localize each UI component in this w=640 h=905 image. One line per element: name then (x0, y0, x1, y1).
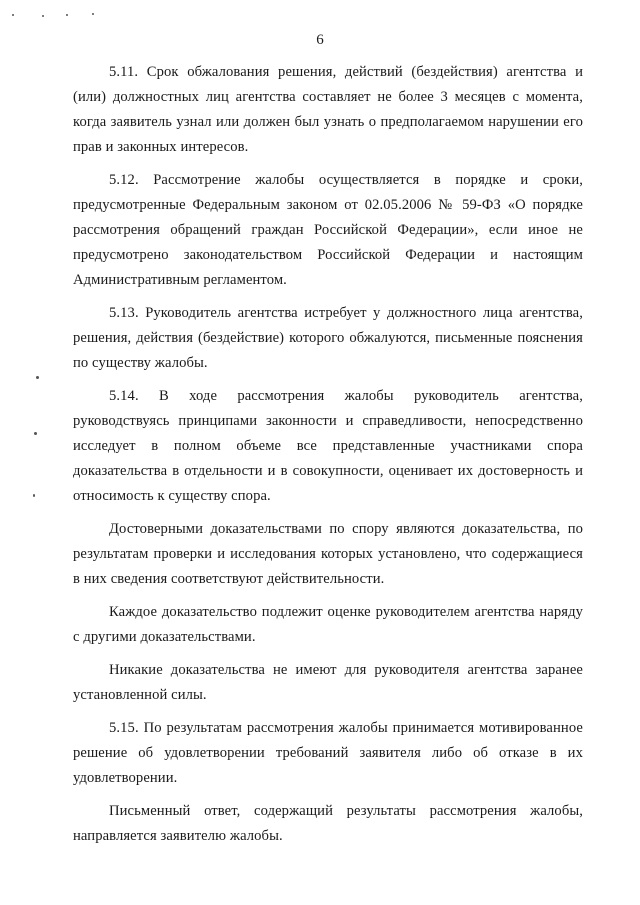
scan-dot (34, 432, 37, 435)
scan-dot (66, 14, 68, 16)
paragraph-reliable-evidence: Достоверными доказательствами по спору являются доказательства, по результатам проверки и исследования которых установлено, что содержащиеся в них сведения соответствуют действительности. (73, 521, 583, 587)
scan-dot (33, 494, 35, 497)
page-number: 6 (316, 32, 324, 48)
scan-dot (92, 13, 94, 15)
paragraph-evidence-evaluation: Каждое доказательство подлежит оценке руководителем агентства наряду с другими доказательствами. (73, 604, 583, 645)
paragraph-5-12: 5.12. Рассмотрение жалобы осуществляется в порядке и сроки, предусмотренные Федеральным законом от 02.05.2006 № 59-ФЗ «О порядке рассмотрения обращений граждан Российской Федерации», если иное не предусмотрено законодательством Российской Федерации и настоящим Административным регламентом. (73, 172, 583, 288)
paragraph-5-14: 5.14. В ходе рассмотрения жалобы руководитель агентства, руководствуясь принципами законности и справедливости, непосредственно исследует в полном объеме все представленные участниками спора доказательства в отдельности и в совокупности, оценивает их достоверность и относимость к существу спора. (73, 388, 583, 504)
paragraph-written-answer: Письменный ответ, содержащий результаты рассмотрения жалобы, направляется заявителю жалобы. (73, 803, 583, 844)
scan-dot (42, 15, 44, 17)
paragraph-5-11: 5.11. Срок обжалования решения, действий (бездействия) агентства и (или) должностных лиц агентства составляет не более 3 месяцев с момента, когда заявитель узнал или должен был узнать о предполагаемом нарушении его прав и законных интересов. (73, 64, 583, 155)
paragraph-evidence-force: Никакие доказательства не имеют для руководителя агентства заранее установленной силы. (73, 662, 583, 703)
scan-dot (12, 14, 14, 16)
paragraph-5-15: 5.15. По результатам рассмотрения жалобы принимается мотивированное решение об удовлетворении требований заявителя либо об отказе в их удовлетворении. (73, 720, 583, 786)
scan-dot (36, 376, 39, 379)
paragraph-5-13: 5.13. Руководитель агентства истребует у должностного лица агентства, решения, действия (бездействие) которого обжалуются, письменные пояснения по существу жалобы. (73, 305, 583, 371)
document-body (73, 60, 583, 857)
